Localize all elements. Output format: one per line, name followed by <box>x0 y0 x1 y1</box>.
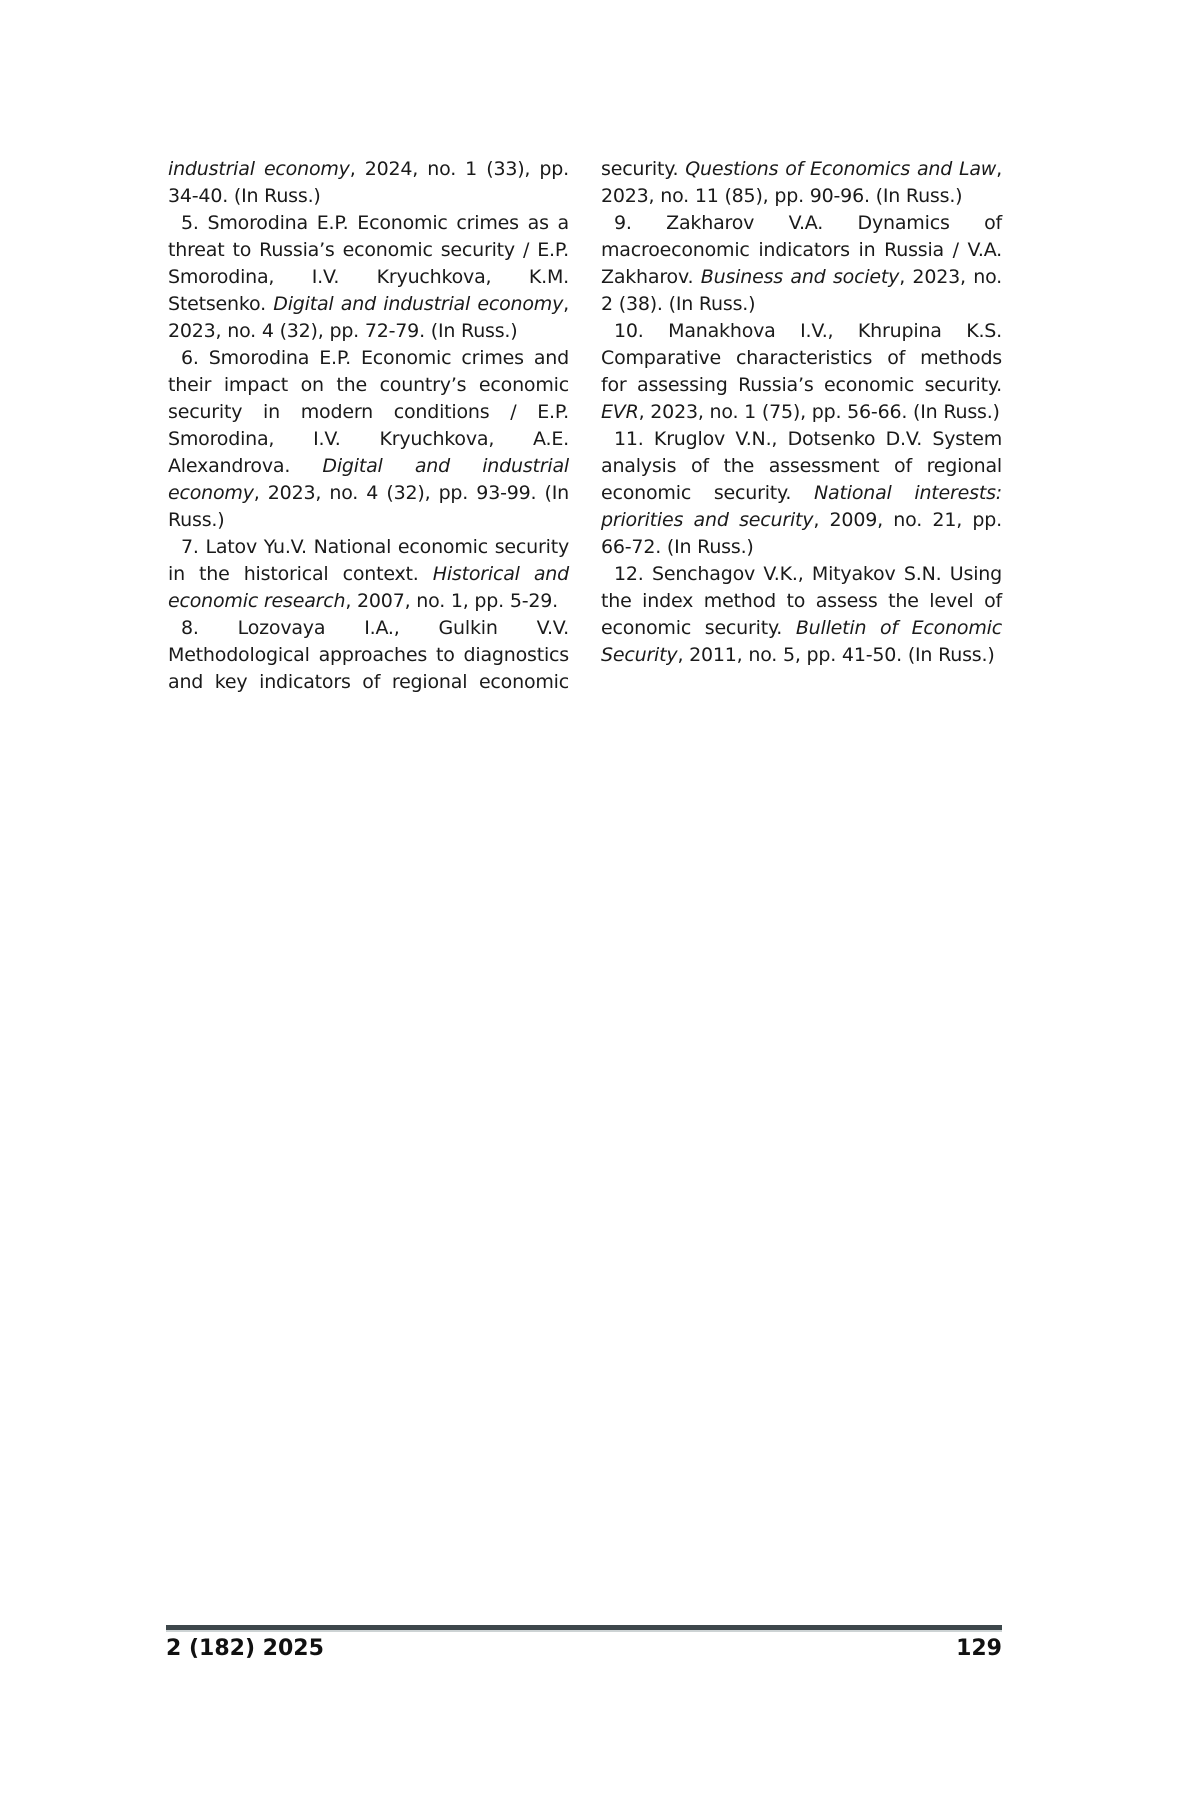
reference-text: 11. Kruglov V.N., Dotsenko D.V. System analysis of the assessment of regional economic security. <box>601 428 1002 504</box>
reference-text: , 2023, no. 2 (38). (In Russ.) <box>601 266 1003 315</box>
journal-title: Business and society <box>700 266 900 288</box>
reference-paragraph <box>601 318 1002 426</box>
reference-paragraph <box>168 156 569 210</box>
reference-paragraph <box>601 210 1002 318</box>
journal-title: National interests: priorities and security <box>601 482 1002 531</box>
journal-title: Historical and economic research <box>168 563 570 612</box>
page-number: 129 <box>956 1636 1002 1661</box>
reference-text: 10. Manakhova I.V., Khrupina K.S. Comparative characteristics of methods for assessing Russia’s economic security. <box>601 320 1002 396</box>
reference-text: , 2009, no. 21, pp. 66-72. (In Russ.) <box>601 509 1002 558</box>
journal-title: Digital and industrial economy <box>168 455 569 504</box>
reference-text: 5. Smorodina E.P. Economic crimes as a threat to Russia’s economic security / E.P. Smorodina, I.V. Kryuchkova, K.M. Stetsenko. <box>168 212 569 315</box>
footer-rule <box>166 1625 1002 1630</box>
journal-title: Bulletin of Economic Security <box>601 617 1002 666</box>
reference-paragraph <box>168 345 569 534</box>
reference-text: , 2007, no. 1, pp. 5-29. <box>345 590 558 612</box>
reference-text: , 2023, no. 4 (32), pp. 93-99. (In Russ.) <box>168 482 569 531</box>
reference-text: , 2011, no. 5, pp. 41-50. (In Russ.) <box>677 644 995 666</box>
reference-text: , 2024, no. 1 (33), pp. 34-40. (In Russ.) <box>168 158 569 207</box>
page-footer <box>166 1625 1002 1661</box>
reference-paragraph <box>168 534 569 615</box>
reference-paragraph <box>601 426 1002 561</box>
reference-text: 9. Zakharov V.A. Dynamics of macroeconomic indicators in Russia / V.A. Zakharov. <box>601 212 1002 288</box>
journal-title: Digital and industrial economy <box>273 293 564 315</box>
reference-text: , 2023, no. 11 (85), pp. 90-96. (In Russ.) <box>601 158 1002 207</box>
reference-paragraph <box>168 210 569 345</box>
reference-text: 6. Smorodina E.P. Economic crimes and their impact on the country’s economic security in modern conditions / E.P. Smorodina, I.V. Kryuchkova, A.E. Alexandrova. <box>168 347 569 477</box>
journal-title: EVR <box>601 401 639 423</box>
reference-text: , 2023, no. 1 (75), pp. 56-66. (In Russ.) <box>638 401 1000 423</box>
references-list <box>168 156 1002 706</box>
journal-title: industrial economy <box>168 158 350 180</box>
reference-text: , 2023, no. 4 (32), pp. 72-79. (In Russ.) <box>168 293 569 342</box>
reference-text: 8. Lozovaya I.A., Gulkin V.V. Methodological approaches to diagnostics and key indicators of regional economic security. <box>168 158 686 693</box>
reference-paragraph <box>601 561 1002 669</box>
reference-text: 7. Latov Yu.V. National economic security in the historical context. <box>168 536 569 585</box>
reference-text: 12. Senchagov V.K., Mityakov S.N. Using the index method to assess the level of economic security. <box>601 563 1002 639</box>
journal-title: Questions of Economics and Law <box>685 158 997 180</box>
footer-row <box>166 1636 1002 1661</box>
journal-issue: 2 (182) 2025 <box>166 1636 324 1661</box>
